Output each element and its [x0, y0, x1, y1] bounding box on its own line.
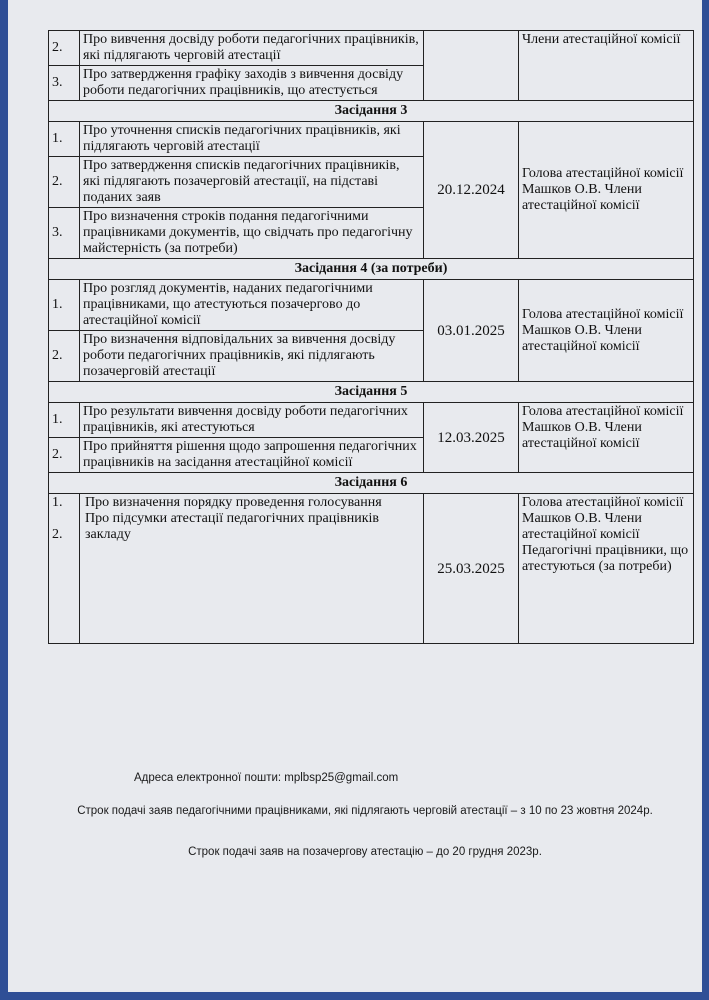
table-row: [49, 31, 694, 66]
table-row: [49, 122, 694, 157]
session-date: 25.03.2025: [424, 494, 519, 644]
item-number: 1.: [49, 403, 80, 438]
session-header-row: [49, 382, 694, 403]
regular-deadline-note: Строк подачі заяв педагогічними працівниками, які підлягають черговій атестації – з 10 по 23 жовтня 2024р.: [77, 805, 653, 817]
item-number: 2.: [49, 331, 80, 382]
responsible-persons: Голова атестаційної комісії Машков О.В. Члени атестаційної комісії Педагогічні працівники, що атестуються (за потреби): [519, 494, 694, 644]
table-row: [49, 280, 694, 331]
attestation-schedule-table: [48, 30, 694, 644]
email-note: Адреса електронної пошти: mplbsp25@gmail.com: [134, 772, 399, 784]
table-row: [49, 494, 694, 644]
session-header-row: [49, 473, 694, 494]
extra-deadline-note: Строк подачі заяв на позачергову атестацію – до 20 грудня 2023р.: [188, 846, 542, 858]
item-number: 2.: [49, 157, 80, 208]
session-date: 20.12.2024: [424, 122, 519, 259]
item-question: Про визначення порядку проведення голосування: [85, 495, 382, 510]
session-title: Засідання 3: [49, 101, 694, 122]
item-number-list: [49, 494, 80, 644]
item-question: Про підсумки атестації педагогічних працівників закладу: [85, 511, 380, 542]
item-number: 1.: [52, 495, 63, 510]
session-header-row: [49, 101, 694, 122]
session-date: 03.01.2025: [424, 280, 519, 382]
item-number: 2.: [49, 438, 80, 473]
item-question: Про вивчення досвіду роботи педагогічних працівників, які підлягають черговій атестації: [80, 31, 424, 66]
item-number: 1.: [49, 280, 80, 331]
item-question-list: [80, 494, 424, 644]
item-question: Про визначення строків подання педагогічними працівниками документів, що свідчать про педагогічну майстерність (за потреби): [80, 208, 424, 259]
item-number: 3.: [49, 208, 80, 259]
item-number: 3.: [49, 66, 80, 101]
responsible-persons: Голова атестаційної комісії Машков О.В. Члени атестаційної комісії: [519, 403, 694, 473]
document-page: [8, 0, 702, 992]
session-title: Засідання 6: [49, 473, 694, 494]
session-date: 12.03.2025: [424, 403, 519, 473]
item-number: 2.: [52, 527, 63, 542]
table-row: [49, 403, 694, 438]
item-question: Про прийняття рішення щодо запрошення педагогічних працівників на засідання атестаційної комісії: [80, 438, 424, 473]
item-question: Про розгляд документів, наданих педагогічними працівниками, що атестуються позачергово до атестаційної комісії: [80, 280, 424, 331]
session-date: [424, 31, 519, 101]
session-header-row: [49, 259, 694, 280]
responsible-persons: Члени атестаційної комісії: [519, 31, 694, 101]
item-number: 2.: [49, 31, 80, 66]
item-question: Про результати вивчення досвіду роботи педагогічних працівників, які атестуються: [80, 403, 424, 438]
item-question: Про затвердження списків педагогічних працівників, які підлягають позачерговій атестації, на підставі поданих заяв: [80, 157, 424, 208]
session-title: Засідання 5: [49, 382, 694, 403]
item-question: Про затвердження графіку заходів з вивчення досвіду роботи педагогічних працівників, що атестується: [80, 66, 424, 101]
responsible-persons: Голова атестаційної комісії Машков О.В. Члени атестаційної комісії: [519, 122, 694, 259]
item-number: 1.: [49, 122, 80, 157]
item-question: Про визначення відповідальних за вивчення досвіду роботи педагогічних працівників, які підлягають позачерговій атестації: [80, 331, 424, 382]
responsible-persons: Голова атестаційної комісії Машков О.В. Члени атестаційної комісії: [519, 280, 694, 382]
item-question: Про уточнення списків педагогічних працівників, які підлягають черговій атестації: [80, 122, 424, 157]
session-title: Засідання 4 (за потреби): [49, 259, 694, 280]
